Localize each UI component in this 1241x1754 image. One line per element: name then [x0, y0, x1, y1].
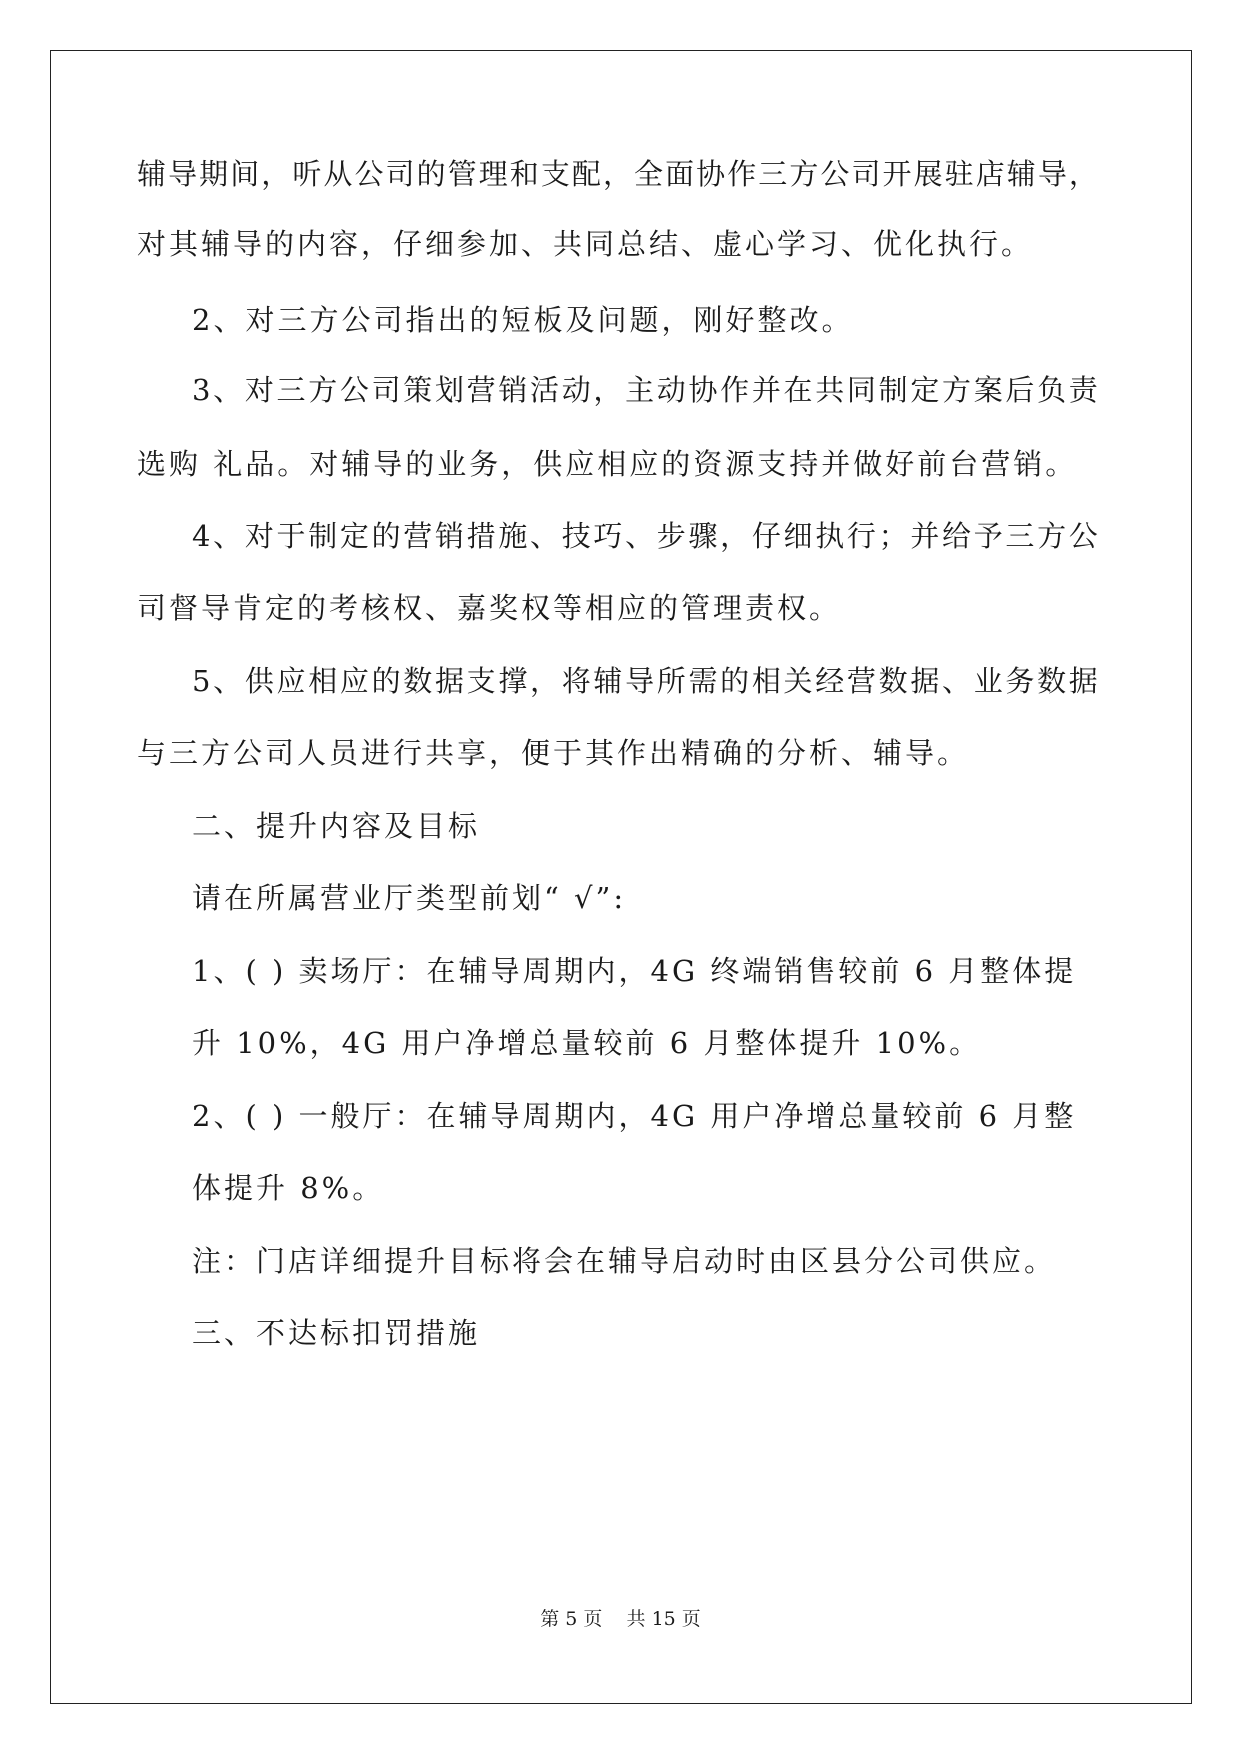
paragraph-line: 2、对三方公司指出的短板及问题，刚好整改。 [192, 303, 854, 337]
paragraph-line: 辅导期间，听从公司的管理和支配，全面协作三方公司开展驻店辅导， [137, 157, 1101, 191]
paragraph-line: 5、供应相应的数据支撑，将辅导所需的相关经营数据、业务数据 [192, 664, 1101, 698]
section-heading: 二、提升内容及目标 [192, 809, 481, 843]
page-border [50, 50, 1192, 1704]
paragraph-line: 对其辅导的内容，仔细参加、共同总结、虚心学习、优化执行。 [137, 227, 1034, 261]
paragraph-line: 3、对三方公司策划营销活动，主动协作并在共同制定方案后负责 [192, 373, 1101, 407]
paragraph-line: 4、对于制定的营销措施、技巧、步骤，仔细执行；并给予三方公 [192, 519, 1101, 553]
paragraph-line: 与三方公司人员进行共享，便于其作出精确的分析、辅导。 [137, 736, 970, 770]
paragraph-line: 司督导肯定的考核权、嘉奖权等相应的管理责权。 [137, 591, 842, 625]
paragraph-line: 升 10%，4G 用户净增总量较前 6 月整体提升 10%。 [192, 1026, 982, 1060]
section-heading: 三、不达标扣罚措施 [192, 1316, 481, 1350]
page-number-footer: 第 5 页 共 15 页 [540, 1608, 701, 1630]
paragraph-line: 2、( ) 一般厅：在辅导周期内，4G 用户净增总量较前 6 月整 [192, 1099, 1077, 1133]
paragraph-line: 选购 礼品。对辅导的业务，供应相应的资源支持并做好前台营销。 [137, 447, 1078, 481]
paragraph-line: 1、( ) 卖场厅：在辅导周期内，4G 终端销售较前 6 月整体提 [192, 954, 1077, 988]
paragraph-line: 请在所属营业厅类型前划“ √”: [192, 881, 627, 915]
paragraph-line: 体提升 8%。 [192, 1171, 385, 1205]
paragraph-line: 注：门店详细提升目标将会在辅导启动时由区县分公司供应。 [192, 1244, 1057, 1278]
